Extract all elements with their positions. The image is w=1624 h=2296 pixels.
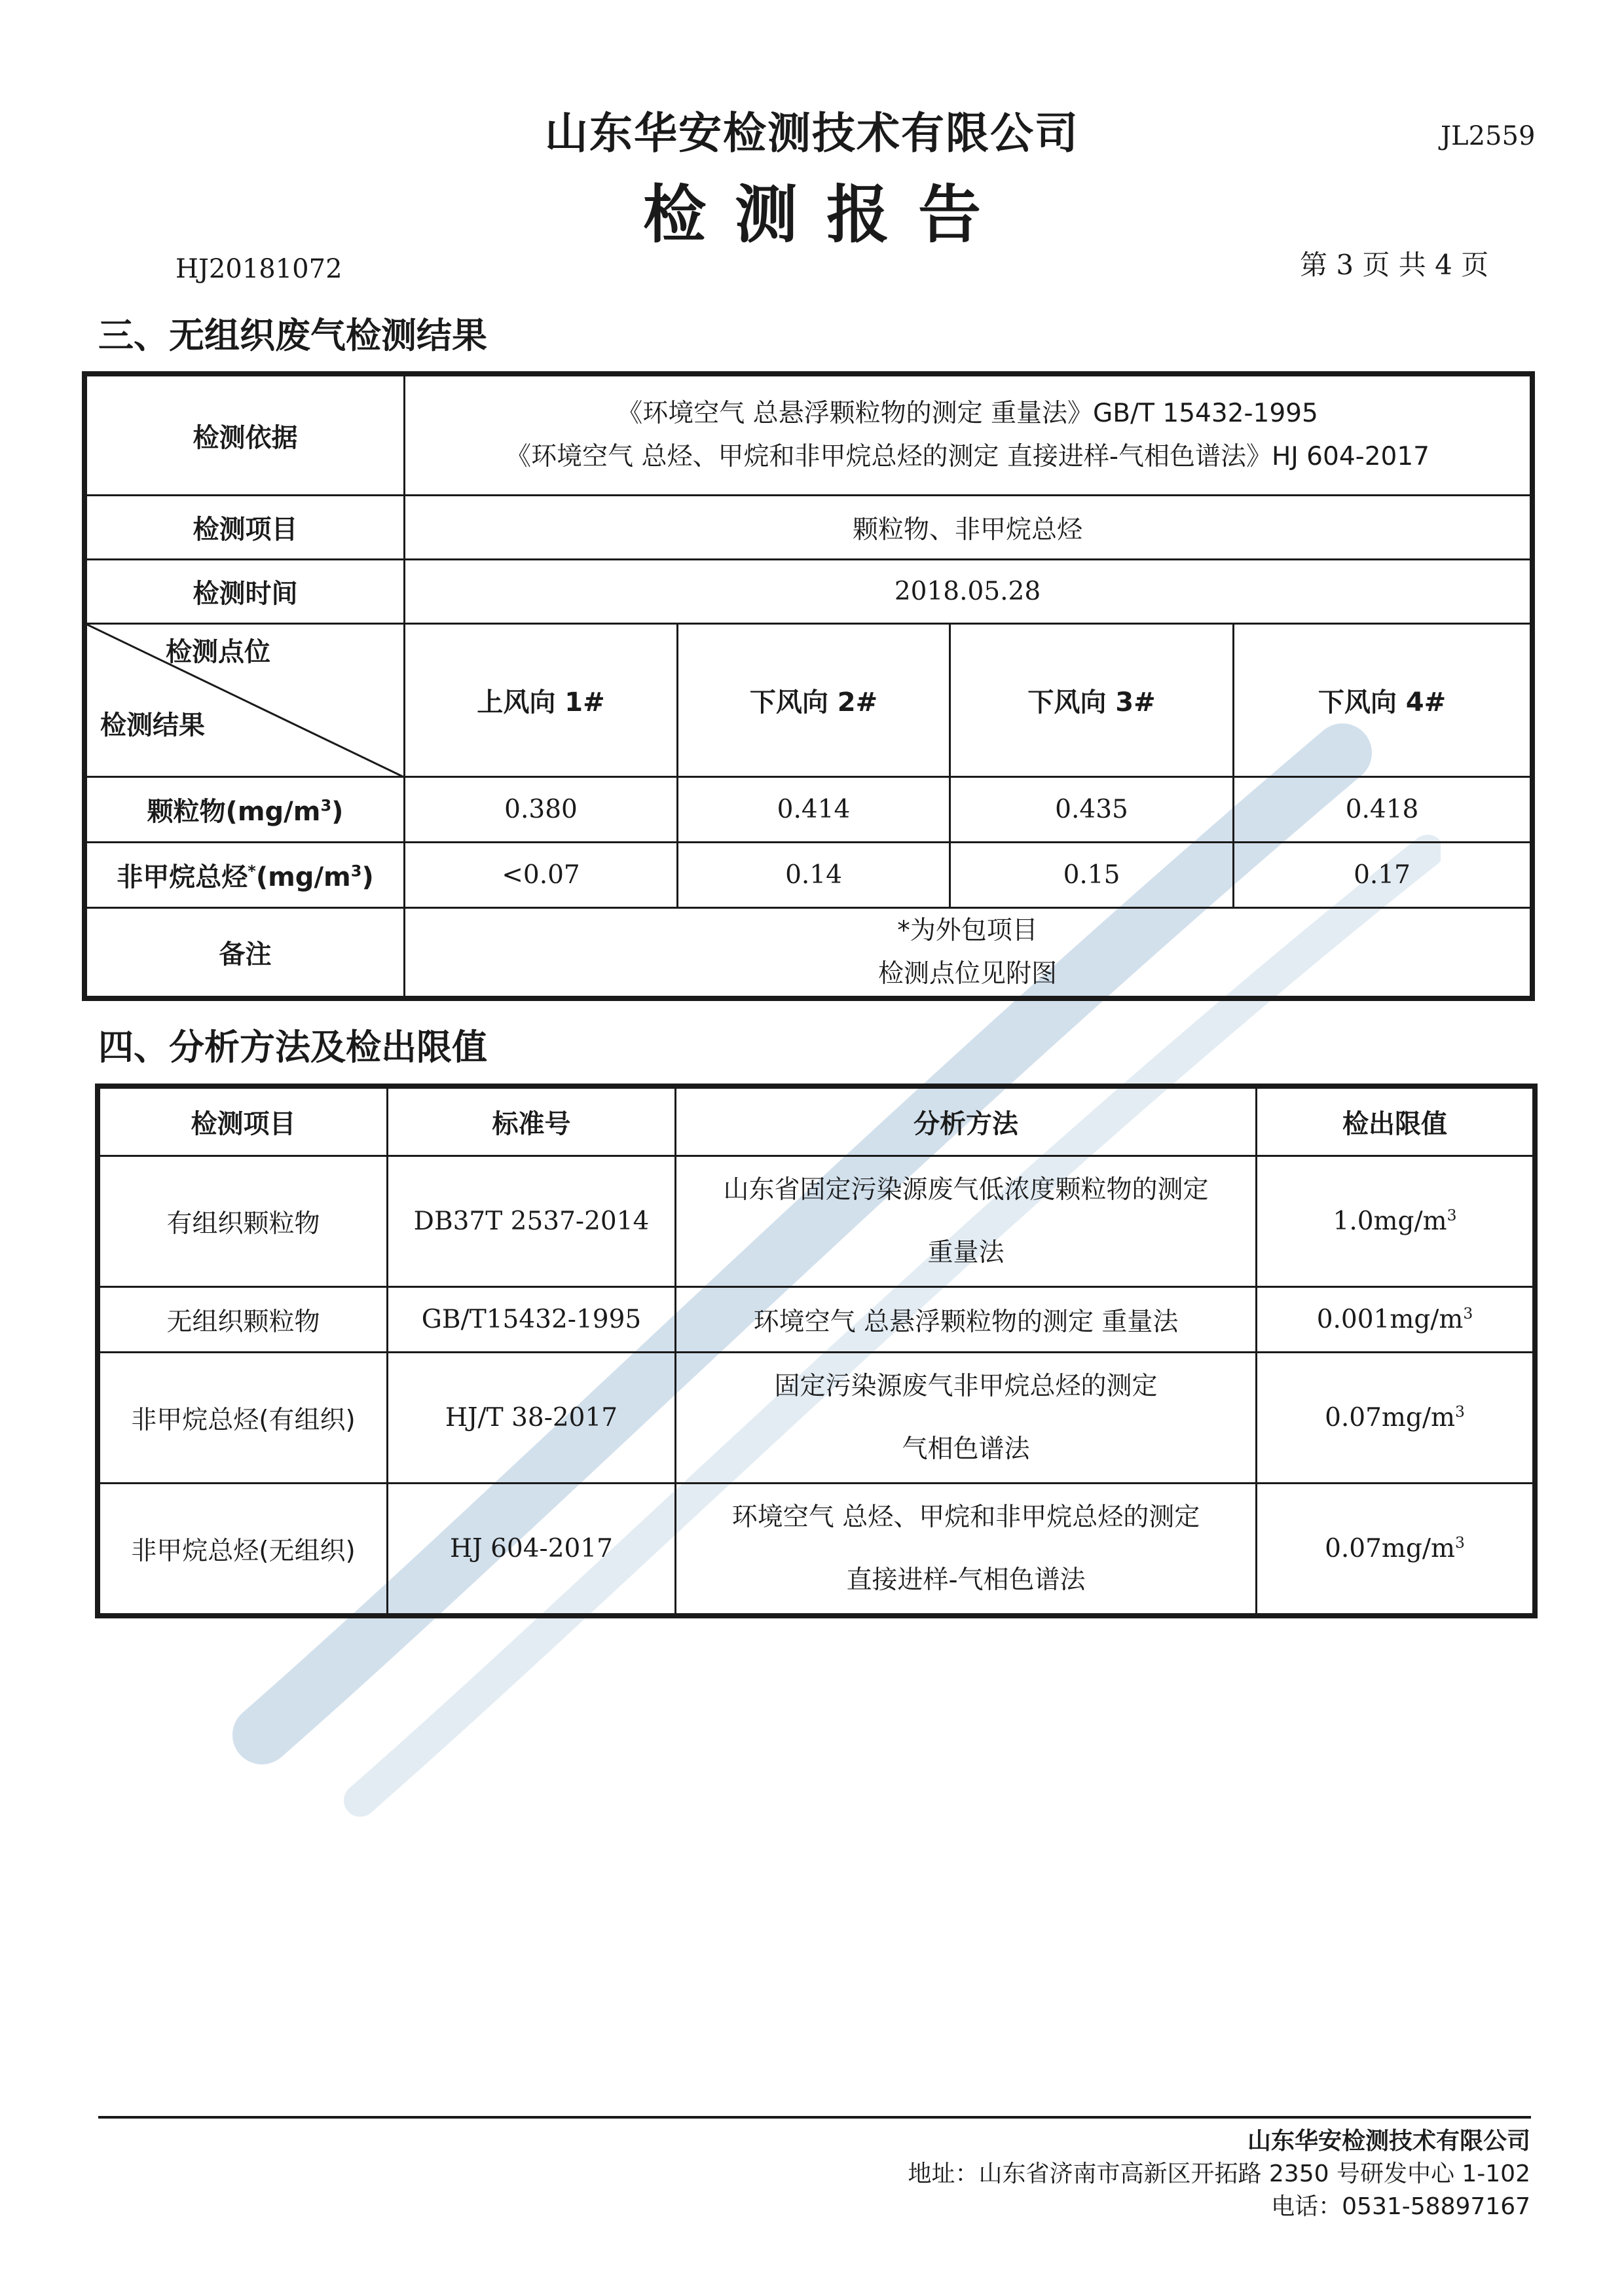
basis-cell — [405, 376, 1531, 496]
method-cell: 环境空气 总烃、甲烷和非甲烷总烃的测定 直接进样-气相色谱法 — [676, 1484, 1257, 1614]
footer-phone: 电话：0531-58897167 — [1271, 2193, 1530, 2220]
remark-line-2: 检测点位见附图 — [878, 958, 1058, 989]
table-row — [86, 843, 1531, 908]
basis-line-1: 《环境空气 总悬浮颗粒物的测定 重量法》GB/T 15432-1995 — [617, 399, 1318, 428]
col-header-standard: 标准号 — [388, 1088, 676, 1156]
value-cell: 0.414 — [678, 777, 950, 843]
standard-cell: GB/T15432-1995 — [388, 1287, 676, 1353]
standard-cell: HJ/T 38-2017 — [388, 1353, 676, 1484]
value-cell: 0.17 — [1234, 843, 1531, 908]
time-label: 检测时间 — [86, 560, 405, 624]
page-indicator: 第 3 页 共 4 页 — [1300, 249, 1489, 281]
item-cell: 有组织颗粒物 — [100, 1156, 388, 1287]
table-row — [86, 777, 1531, 843]
point-header-3: 下风向 3# — [950, 624, 1234, 777]
limit-cell: $0.07mg/m^3$ — [1257, 1353, 1534, 1484]
section-4-title: 四、分析方法及检出限值 — [98, 1027, 487, 1068]
footer-address: 地址：山东省济南市高新区开拓路 2350 号研发中心 1-102 — [908, 2160, 1530, 2187]
point-header-4: 下风向 4# — [1234, 624, 1531, 777]
table-row — [100, 1287, 1534, 1353]
method-cell: 山东省固定污染源废气低浓度颗粒物的测定 重量法 — [676, 1156, 1257, 1287]
row-label-nmhc: 非甲烷总烃$^*(mg/m^3)$ — [86, 843, 405, 908]
value-cell: 0.14 — [678, 843, 950, 908]
value-cell: <0.07 — [405, 843, 678, 908]
value-cell: 0.15 — [950, 843, 1234, 908]
standard-cell: DB37T 2537-2014 — [388, 1156, 676, 1287]
point-header-2: 下风向 2# — [678, 624, 950, 777]
emission-results-table — [85, 374, 1532, 998]
report-code: JL2559 — [1441, 121, 1536, 151]
limit-cell: $0.001mg/m^3$ — [1257, 1287, 1534, 1353]
table-row — [100, 1156, 1534, 1287]
report-number: HJ20181072 — [175, 254, 342, 284]
value-cell: 0.435 — [950, 777, 1234, 843]
company-name: 山东华安检测技术有限公司 — [545, 108, 1079, 158]
col-header-item: 检测项目 — [100, 1088, 388, 1156]
col-header-method: 分析方法 — [676, 1088, 1257, 1156]
method-cell: 固定污染源废气非甲烷总烃的测定 气相色谱法 — [676, 1353, 1257, 1484]
report-title: 检测报告 — [643, 178, 1010, 251]
item-cell: 无组织颗粒物 — [100, 1287, 388, 1353]
basis-line-2: 《环境空气 总烃、甲烷和非甲烷总烃的测定 直接进样-气相色谱法》HJ 604-2017 — [506, 442, 1430, 471]
value-cell: 0.418 — [1234, 777, 1531, 843]
table-row — [100, 1353, 1534, 1484]
item-value: 颗粒物、非甲烷总烃 — [405, 496, 1531, 560]
row-label-particulate: 颗粒物$(mg/m^3)$ — [86, 777, 405, 843]
remark-cell — [405, 908, 1531, 997]
item-cell: 非甲烷总烃(无组织) — [100, 1484, 388, 1614]
limit-cell: $0.07mg/m^3$ — [1257, 1484, 1534, 1614]
diag-top-label: 检测点位 — [166, 637, 270, 667]
diagonal-header-cell — [86, 624, 405, 777]
method-limit-table — [98, 1087, 1534, 1615]
footer-company: 山东华安检测技术有限公司 — [1247, 2128, 1530, 2155]
item-label: 检测项目 — [86, 496, 405, 560]
limit-cell: $1.0mg/m^3$ — [1257, 1156, 1534, 1287]
time-value: 2018.05.28 — [405, 560, 1531, 624]
col-header-limit: 检出限值 — [1257, 1088, 1534, 1156]
item-cell: 非甲烷总烃(有组织) — [100, 1353, 388, 1484]
remark-line-1: *为外包项目 — [897, 915, 1038, 945]
footer-divider — [98, 2116, 1531, 2119]
remark-label: 备注 — [86, 908, 405, 997]
basis-label: 检测依据 — [86, 376, 405, 496]
table-row — [100, 1484, 1534, 1614]
value-cell: 0.380 — [405, 777, 678, 843]
point-header-1: 上风向 1# — [405, 624, 678, 777]
section-3-title: 三、无组织废气检测结果 — [98, 315, 487, 356]
standard-cell: HJ 604-2017 — [388, 1484, 676, 1614]
diag-bottom-label: 检测结果 — [100, 710, 205, 740]
method-cell: 环境空气 总悬浮颗粒物的测定 重量法 — [676, 1287, 1257, 1353]
